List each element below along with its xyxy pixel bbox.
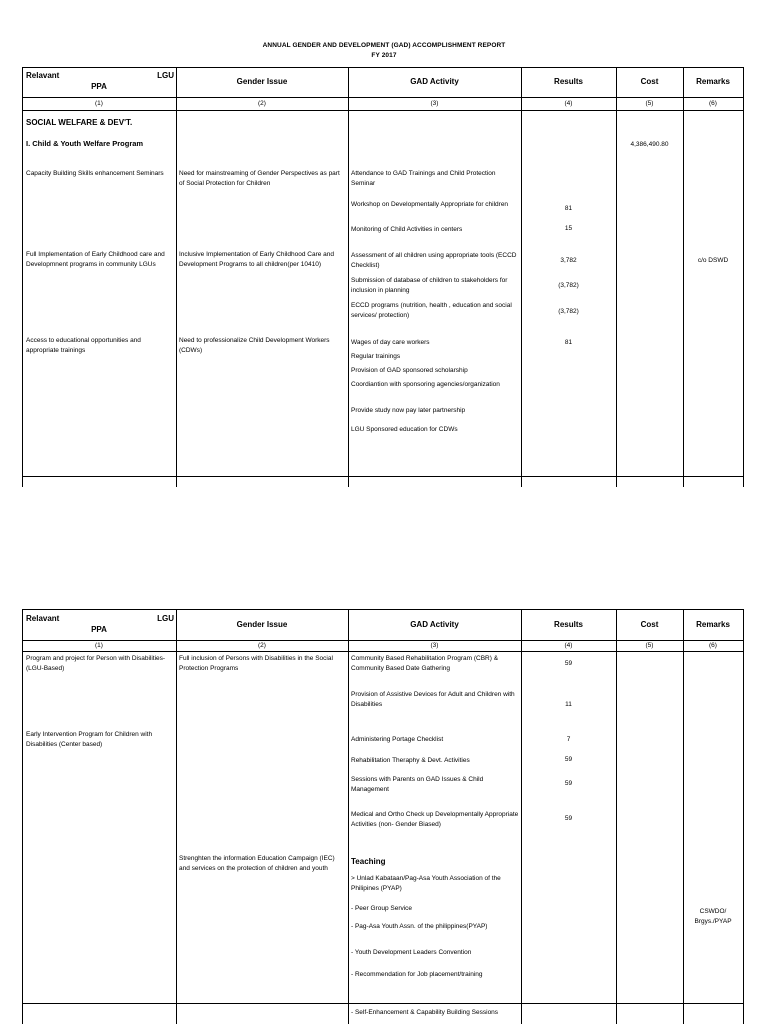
activity-cell: Provision of Assistive Devices for Adult and Children with Disabilities [351,691,515,708]
ppa-cell: Full Implementation of Early Childhood care and Developmnent programs in community LGUs [26,251,165,268]
header-results: Results [554,77,583,86]
ppa-cell: Early Intervention Program for Children with Disabilities (Center based) [26,731,153,748]
table-border [176,67,177,487]
col-number: (4) [564,100,573,107]
header-ppa: PPA [91,82,107,91]
table-border [348,609,349,1024]
activity-cell: Workshop on Developmentally Appropriate for children [351,201,509,208]
teaching-item: > Unlad Kabataan/Pag-Asa Youth Association of the Philipines (PYAP) [351,875,501,892]
activity-cell: Rehabilitation Theraphy & Devt. Activities [351,757,470,764]
header-gender-issue: Gender Issue [236,620,288,629]
teaching-item: - Pag-Asa Youth Assn. of the philippines(PYAP) [351,923,488,930]
table-border [22,110,744,111]
result-cell: 59 [564,756,573,763]
result-cell: 11 [565,701,572,708]
col-number: (2) [258,100,266,107]
col-number: (1) [95,642,103,649]
header-relevant: Relavant [26,614,60,623]
activity-cell: Administering Portage Checklist [351,736,444,743]
header-remarks: Remarks [696,620,730,629]
activity-cell: Coordiantion with sponsoring agencies/organization [351,381,500,388]
gender-issue-cell: Need to professionalize Child Development Workers (CDWs) [179,337,330,354]
table-border [348,67,349,487]
header-gender-issue: Gender Issue [236,77,288,86]
result-cell: 59 [564,660,573,667]
activity-cell: Wages of day care workers [351,339,430,346]
gender-issue-cell: Strenghten the information Education Campaign (IEC) and services on the protection of children and youth [179,855,335,872]
result-cell: 81 [564,205,573,212]
header-gad-activity: GAD Activity [410,77,459,86]
result-cell: 59 [564,815,573,822]
ppa-cell: Access to educational opportunities and appropriate trainings [26,337,141,354]
header-cost: Cost [640,620,659,629]
activity-cell: ECCD programs (nutrition, health , education and social services/ protection) [351,302,512,319]
table-border [743,609,744,1024]
gender-issue-cell: Inclusive Implementation of Early Childhood Care and Development Programs to all children(per 10410) [179,251,335,268]
ppa-cell: Program and project for Person with Disabilities- (LGU-Based) [26,655,166,672]
table-border [22,640,744,641]
activity-cell: Monitoring of Child Activities in centers [351,226,463,233]
col-number: (3) [430,100,439,107]
header-cost: Cost [640,77,659,86]
result-cell: 15 [564,225,573,232]
activity-cell: Community Based Rehabilitation Program (CBR) & Community Based Date Gathering [351,655,499,672]
total-cost: 4,386,490.80 [630,141,669,148]
table-border [22,651,744,652]
col-number: (1) [95,100,103,107]
result-cell: (3,782) [558,282,579,289]
result-cell: 59 [564,780,573,787]
gender-issue-cell: Need for mainstreaming of Gender Perspectives as part of Social Protection for Children [179,170,340,187]
gender-issue-cell: Full inclusion of Persons with Disabilities in the Social Protection Programs [179,655,333,672]
header-lgu: LGU [157,614,174,623]
remarks-cell: CSWDO/ Brgys./PYAP [694,908,732,925]
col-number: (6) [709,100,717,107]
teaching-heading: Teaching [351,857,386,866]
teaching-item: - Youth Development Leaders Convention [351,949,472,956]
section-title: SOCIAL WELFARE & DEV'T. [26,118,133,127]
table-border [22,609,23,1024]
table-border [22,67,23,487]
table-border [22,97,744,98]
result-cell: 81 [564,339,573,346]
report-year: FY 2017 [371,52,397,59]
table-border [22,67,744,68]
table-border [616,609,617,1024]
table-border [683,609,684,1024]
activity-cell: Submission of database of children to stakeholders for inclusion in planning [351,277,508,294]
table-border [616,67,617,487]
activity-cell: Medical and Ortho Check up Developmentally Appropriate Activities (non- Gender Biased) [351,811,519,828]
col-number: (5) [645,100,654,107]
activity-cell: LGU Sponsored education for CDWs [351,426,458,433]
table-border [683,67,684,487]
teaching-item: - Peer Group Service [351,905,413,912]
col-number: (5) [645,642,654,649]
ppa-cell: Capacity Building Skills enhancement Seminars [26,170,164,177]
teaching-item: - Recommendation for Job placement/training [351,971,483,978]
header-lgu: LGU [157,71,174,80]
col-number: (6) [709,642,717,649]
header-ppa: PPA [91,625,107,634]
table-border [22,476,744,477]
program-title: I. Child & Youth Welfare Program [26,139,144,148]
col-number: (2) [258,642,266,649]
activity-cell: Assessment of all children using appropriate tools (ECCD Checklist) [351,252,517,269]
col-number: (3) [430,642,439,649]
header-remarks: Remarks [696,77,730,86]
col-number: (4) [564,642,573,649]
result-cell: (3,782) [558,308,579,315]
table-border [22,1003,744,1004]
activity-cell: Provide study now pay later partnership [351,407,466,414]
header-results: Results [554,620,583,629]
activity-cell: Regular trainings [351,353,401,360]
header-relevant: Relavant [26,71,60,80]
remarks-cell: c/o DSWD [697,257,729,264]
result-cell: 7 [566,736,571,743]
table-border [176,609,177,1024]
report-title: ANNUAL GENDER AND DEVELOPMENT (GAD) ACCOMPLISHMENT REPORT [262,42,506,49]
activity-cell: Sessions with Parents on GAD Issues & Child Management [351,776,484,793]
table-border [743,67,744,487]
table-border [22,609,744,610]
result-cell: 3,782 [560,257,577,264]
table-border [521,67,522,487]
activity-cell: - Self-Enhancement & Capability Building Sessions [351,1009,499,1016]
header-gad-activity: GAD Activity [410,620,459,629]
activity-cell: Provision of GAD sponsored scholarship [351,367,468,374]
activity-cell: Attendance to GAD Trainings and Child Protection Seminar [351,170,496,187]
